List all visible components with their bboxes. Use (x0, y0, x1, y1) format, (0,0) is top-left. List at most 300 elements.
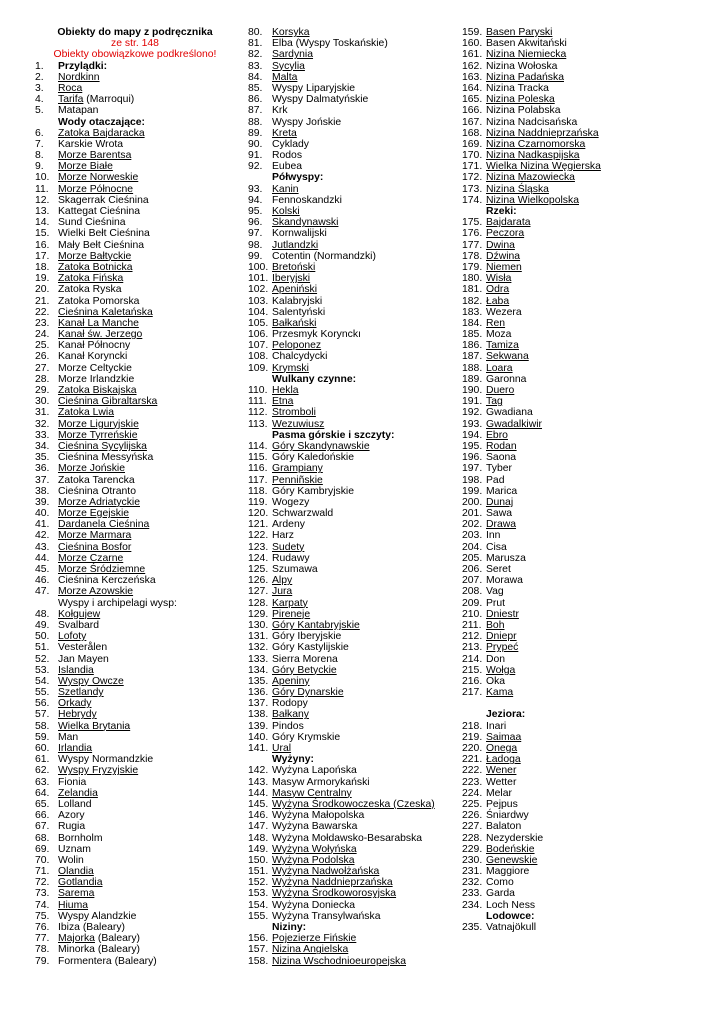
list-item (462, 475, 702, 486)
list-item (462, 631, 702, 642)
list-item (462, 665, 702, 676)
mandatory-object-name: Ładoga (486, 754, 521, 766)
list-item (462, 61, 702, 72)
list-item (462, 777, 702, 788)
list-item (35, 709, 235, 720)
mandatory-object-name: Loara (486, 362, 513, 374)
object-name: Przylądki: (58, 60, 108, 72)
object-name: Sawa (486, 508, 512, 520)
item-number: 160. (462, 38, 483, 50)
list-item (248, 318, 458, 329)
item-number: 88. (248, 116, 263, 128)
list-item (35, 195, 235, 206)
item-number: 113. (248, 418, 268, 430)
list-item (462, 609, 702, 620)
item-number: 24. (35, 329, 50, 341)
section-heading-text: Wulkany czynne: (272, 373, 357, 385)
item-number: 208. (462, 586, 483, 598)
list-item (248, 262, 458, 273)
list-item (462, 105, 702, 116)
mandatory-object-name: Wyżyna Podolska (272, 854, 355, 866)
item-number: 172. (462, 172, 483, 184)
mandatory-object-name: Dunaj (486, 496, 514, 508)
list-item (462, 284, 702, 295)
list-item (462, 351, 702, 362)
item-number: 202. (462, 519, 483, 531)
list-item (248, 944, 458, 955)
mandatory-object-name: Wezuwiusz (272, 418, 325, 430)
list-item (248, 240, 458, 251)
list-item (248, 542, 458, 553)
blank-row (462, 698, 702, 709)
list-item (462, 833, 702, 844)
list-item (35, 642, 235, 653)
item-number: 173. (462, 183, 483, 195)
mandatory-object-name: Apeniny (272, 675, 310, 687)
list-item (462, 642, 702, 653)
list-item (462, 128, 702, 139)
section-heading-text: Pasma górskie i szczyty: (272, 429, 395, 441)
item-number: 155. (248, 910, 269, 922)
list-item (462, 385, 702, 396)
mandatory-object-name: Dźwina (486, 250, 521, 262)
list-column-3 (462, 27, 702, 933)
mandatory-object-name: Roca (58, 82, 83, 94)
item-number: 108. (248, 351, 269, 363)
list-item (248, 351, 458, 362)
item-number: 136. (248, 687, 269, 699)
section-heading-text: Rzeki: (486, 206, 517, 217)
mandatory-object-name: Duero (486, 385, 515, 396)
item-number: 55. (35, 687, 50, 699)
object-name: Zatoka Pomorska (58, 295, 140, 307)
list-item (462, 620, 702, 631)
object-name: Loch Ness (486, 899, 536, 911)
mandatory-object-name: Morze Czarne (58, 552, 124, 564)
mandatory-object-name: Masyw Centralny (272, 787, 352, 799)
list-item (35, 799, 235, 810)
item-number: 223. (462, 776, 483, 788)
item-number: 177. (462, 239, 483, 251)
list-item (462, 866, 702, 877)
item-number: 153. (248, 888, 269, 900)
item-number: 70. (35, 854, 50, 866)
object-name: Vesterålen (58, 642, 108, 654)
mandatory-object-name: Majorka (58, 933, 95, 945)
list-item (462, 217, 702, 228)
mandatory-object-name: Kolski (272, 206, 300, 217)
list-item (35, 676, 235, 687)
object-name: Wielki Bełt Cieśnina (58, 228, 150, 240)
list-item (248, 877, 458, 888)
item-number: 31. (35, 407, 50, 419)
object-name: Zatoka Tarencka (58, 474, 135, 486)
list-item (35, 94, 235, 105)
item-number: 54. (35, 675, 50, 687)
list-item (248, 654, 458, 665)
list-item (35, 866, 235, 877)
list-item (462, 844, 702, 855)
list-item (35, 922, 235, 933)
item-number: 213. (462, 642, 483, 654)
item-number: 131. (248, 631, 269, 643)
item-number: 183. (462, 306, 483, 318)
item-number: 107. (248, 340, 269, 352)
item-number: 23. (35, 317, 50, 329)
item-number: 41. (35, 519, 50, 531)
list-item (462, 542, 702, 553)
list-item (248, 195, 458, 206)
list-item (248, 765, 458, 776)
list-item (248, 72, 458, 83)
object-note: (Baleary) (94, 933, 141, 945)
object-name: Karskie Wrota (58, 138, 124, 150)
item-number: 186. (462, 340, 483, 352)
list-item (35, 777, 235, 788)
item-number: 216. (462, 675, 483, 687)
mandatory-object-name: Gwadalkiwir (486, 418, 543, 430)
mandatory-object-name: Bretoński (272, 261, 316, 273)
list-item (462, 754, 702, 765)
mandatory-object-name: Sardynia (272, 49, 314, 61)
item-number: 227. (462, 821, 483, 833)
mandatory-object-name: Morze Norweskie (58, 172, 139, 184)
item-number: 133. (248, 653, 269, 665)
mandatory-object-name: Odra (486, 284, 510, 296)
mandatory-object-name: Nizina Wielkopolska (486, 194, 579, 206)
object-name: Ibiza (Baleary) (58, 922, 125, 933)
mandatory-object-name: Malta (272, 71, 298, 83)
item-number: 87. (248, 105, 263, 117)
item-number: 194. (462, 429, 483, 441)
mandatory-object-name: Nizina Naddnieprzańska (486, 127, 599, 139)
list-item (462, 530, 702, 541)
mandatory-object-name: Wyżyna Wołyńska (272, 843, 357, 855)
list-item (35, 586, 235, 597)
object-name: Nezyderskie (486, 832, 544, 844)
list-item (35, 161, 235, 172)
mandatory-object-name: Ural (272, 743, 292, 754)
list-item (462, 821, 702, 832)
item-number: 145. (248, 798, 269, 810)
object-name: Harz (272, 530, 294, 542)
item-number: 43. (35, 541, 50, 553)
list-item (35, 833, 235, 844)
object-name: Salentyński (272, 306, 326, 318)
list-item (462, 251, 702, 262)
object-name: Pindos (272, 720, 304, 732)
item-number: 192. (462, 407, 483, 419)
item-number: 129. (248, 608, 269, 620)
list-item (248, 105, 458, 116)
item-number: 195. (462, 440, 483, 452)
item-number: 217. (462, 687, 483, 699)
item-number: 42. (35, 530, 50, 542)
mandatory-object-name: Zatoka Fińska (58, 273, 124, 285)
mandatory-object-name: Karpaty (272, 597, 308, 609)
mandatory-object-name: Bodeńskie (486, 843, 535, 855)
object-name: Pejpus (486, 798, 518, 810)
mandatory-object-name: Sarema (58, 888, 95, 900)
object-note: (Marroqui) (83, 94, 135, 106)
list-item (35, 765, 235, 776)
item-number: 9. (35, 161, 44, 173)
mandatory-object-name: Kanin (272, 183, 299, 195)
mandatory-object-name: Grampiany (272, 463, 323, 475)
item-number: 109. (248, 362, 269, 374)
list-item (35, 654, 235, 665)
list-item (248, 340, 458, 351)
list-item (35, 296, 235, 307)
list-item (462, 743, 702, 754)
list-item (248, 407, 458, 418)
item-number: 175. (462, 217, 483, 229)
mandatory-object-name: Alpy (272, 575, 293, 587)
list-item (248, 933, 458, 944)
item-number: 206. (462, 564, 483, 575)
list-item (35, 530, 235, 541)
item-number: 197. (462, 463, 483, 475)
item-number: 211. (462, 619, 482, 631)
mandatory-object-name: Nizina Śląska (486, 183, 549, 195)
item-number: 118. (248, 485, 268, 497)
list-item (462, 598, 702, 609)
item-number: 125. (248, 564, 269, 575)
item-number: 162. (462, 60, 483, 72)
list-item (35, 430, 235, 441)
item-number: 126. (248, 575, 269, 587)
list-item (462, 452, 702, 463)
item-number: 12. (35, 194, 50, 206)
mandatory-object-name: Nizina Niemiecka (486, 49, 567, 61)
object-name: Skagerrak Cieśnina (58, 194, 149, 206)
list-item (35, 486, 235, 497)
list-item (248, 799, 458, 810)
object-name: Śniardwy (486, 810, 529, 822)
list-item (462, 262, 702, 273)
list-item (462, 877, 702, 888)
list-item (35, 732, 235, 743)
object-name: Inari (486, 720, 507, 732)
mandatory-object-name: Skandynawski (272, 217, 339, 229)
list-item (462, 329, 702, 340)
column-2 (248, 27, 458, 967)
mandatory-object-name: Nizina Poleska (486, 94, 555, 106)
list-item (462, 318, 702, 329)
item-number: 76. (35, 922, 50, 933)
list-item (35, 508, 235, 519)
mandatory-object-name: Morze Jońskie (58, 463, 125, 475)
mandatory-object-name: Peczora (486, 228, 525, 240)
item-number: 19. (35, 273, 50, 285)
list-item (35, 519, 235, 530)
item-number: 46. (35, 575, 50, 587)
list-item (35, 273, 235, 284)
mandatory-object-name: Góry Kantabryjskie (272, 619, 360, 631)
object-name: Azory (58, 810, 85, 822)
mandatory-object-name: Kanał La Manche (58, 317, 139, 329)
item-number: 179. (462, 261, 483, 273)
item-number: 184. (462, 317, 483, 329)
item-number: 174. (462, 194, 483, 206)
mandatory-object-name: Zatoka Lwia (58, 407, 115, 419)
item-number: 14. (35, 217, 50, 229)
mandatory-object-name: Bałkański (272, 317, 317, 329)
mandatory-object-name: Boh (486, 619, 505, 631)
item-number: 140. (248, 731, 269, 743)
object-name: Wyspy Dalmatyńskie (272, 94, 369, 106)
mandatory-object-name: Wielka Nizina Węgierska (486, 161, 601, 173)
list-item (248, 810, 458, 821)
mandatory-object-name: Hebrydy (58, 709, 97, 721)
item-number: 53. (35, 664, 50, 676)
item-number: 33. (35, 429, 50, 441)
item-number: 78. (35, 944, 50, 956)
list-item (35, 72, 235, 83)
list-item (35, 318, 235, 329)
object-name: Elba (Wyspy Toskańskie) (272, 38, 388, 50)
list-item (462, 508, 702, 519)
mandatory-object-name: Sekwana (486, 351, 529, 363)
item-number: 49. (35, 619, 50, 631)
item-number: 34. (35, 440, 50, 452)
mandatory-object-name: Zelandia (58, 787, 98, 799)
object-name: Matapan (58, 105, 99, 117)
list-item (248, 598, 458, 609)
list-item (462, 374, 702, 385)
list-item (248, 139, 458, 150)
mandatory-object-name: Morze Adriatyckie (58, 496, 140, 508)
list-item (35, 396, 235, 407)
item-number: 50. (35, 631, 50, 643)
item-number: 103. (248, 295, 269, 307)
object-name: Nizina Wołoska (486, 60, 558, 72)
item-number: 159. (462, 27, 483, 38)
item-number: 95. (248, 206, 263, 217)
list-item (248, 631, 458, 642)
item-number: 190. (462, 385, 483, 396)
mandatory-object-name: Basen Paryski (486, 27, 553, 38)
list-item (248, 150, 458, 161)
list-item (35, 743, 235, 754)
list-item (35, 452, 235, 463)
list-item (462, 900, 702, 911)
item-number: 188. (462, 362, 483, 374)
list-item (35, 888, 235, 899)
object-name: Cieśnina Kerczeńska (58, 575, 156, 587)
list-item (35, 475, 235, 486)
list-item (248, 497, 458, 508)
list-item (248, 642, 458, 653)
item-number: 91. (248, 150, 263, 162)
list-item (462, 49, 702, 60)
mandatory-object-name: Stromboli (272, 407, 316, 419)
list-item (462, 519, 702, 530)
list-item (462, 922, 702, 933)
item-number: 101. (248, 273, 269, 285)
list-item (35, 900, 235, 911)
list-item (248, 486, 458, 497)
object-name: Cisa (486, 541, 507, 553)
list-item (462, 396, 702, 407)
mandatory-object-name: Wyspy Owcze (58, 675, 124, 687)
item-number: 51. (35, 642, 50, 654)
item-number: 203. (462, 530, 483, 542)
item-number: 144. (248, 787, 269, 799)
list-item (35, 307, 235, 318)
list-item (462, 407, 702, 418)
item-number: 121. (248, 519, 269, 531)
mandatory-object-name: Onega (486, 743, 518, 754)
mandatory-object-name: Jura (272, 586, 293, 598)
mandatory-object-name: Irlandia (58, 743, 93, 754)
object-name: Kattegat Cieśnina (58, 206, 141, 217)
list-item (35, 139, 235, 150)
list-item (35, 911, 235, 922)
item-number: 77. (35, 933, 50, 945)
list-item (462, 553, 702, 564)
item-number: 81. (248, 38, 263, 50)
item-number: 178. (462, 250, 483, 262)
list-item (35, 609, 235, 620)
list-item (248, 475, 458, 486)
item-number: 222. (462, 765, 483, 777)
mandatory-object-name: Olandia (58, 866, 94, 878)
list-item (462, 441, 702, 452)
object-name: Masyw Armorykański (272, 776, 370, 788)
list-item (462, 72, 702, 83)
item-number: 97. (248, 228, 263, 240)
list-item (248, 296, 458, 307)
list-item (248, 609, 458, 620)
list-item (248, 463, 458, 474)
item-number: 59. (35, 731, 50, 743)
item-number: 235. (462, 922, 483, 933)
mandatory-object-name: Morze Bałtyckie (58, 250, 132, 262)
item-number: 165. (462, 94, 483, 106)
object-name: Schwarzwald (272, 508, 334, 520)
item-number: 25. (35, 340, 50, 352)
mandatory-object-name: Sudety (272, 541, 305, 553)
object-name: Wyspy Normandzkie (58, 754, 154, 766)
mandatory-object-name: Pojezierze Fińskie (272, 933, 357, 945)
list-item (35, 206, 235, 217)
list-item (248, 777, 458, 788)
item-number: 82. (248, 49, 263, 61)
item-number: 157. (248, 944, 269, 956)
item-number: 66. (35, 810, 50, 822)
mandatory-object-name: Dniepr (486, 631, 517, 643)
item-number: 39. (35, 496, 50, 508)
mandatory-object-name: Cieśnina Kaletańska (58, 306, 153, 318)
object-name: Cieśnina Messyńska (58, 452, 154, 464)
list-item (35, 542, 235, 553)
list-item (462, 676, 702, 687)
object-name: Svalbard (58, 619, 100, 631)
list-item (35, 497, 235, 508)
list-item (35, 374, 235, 385)
item-number: 135. (248, 675, 269, 687)
item-number: 3. (35, 82, 44, 94)
list-item (462, 195, 702, 206)
item-number: 193. (462, 418, 483, 430)
mandatory-object-name: Kanał św. Jerzego (58, 329, 143, 341)
item-number: 156. (248, 933, 269, 945)
list-item (35, 407, 235, 418)
mandatory-object-name: Wyżyna Naddnieprzańska (272, 877, 393, 889)
item-number: 229. (462, 843, 483, 855)
list-item (462, 765, 702, 776)
